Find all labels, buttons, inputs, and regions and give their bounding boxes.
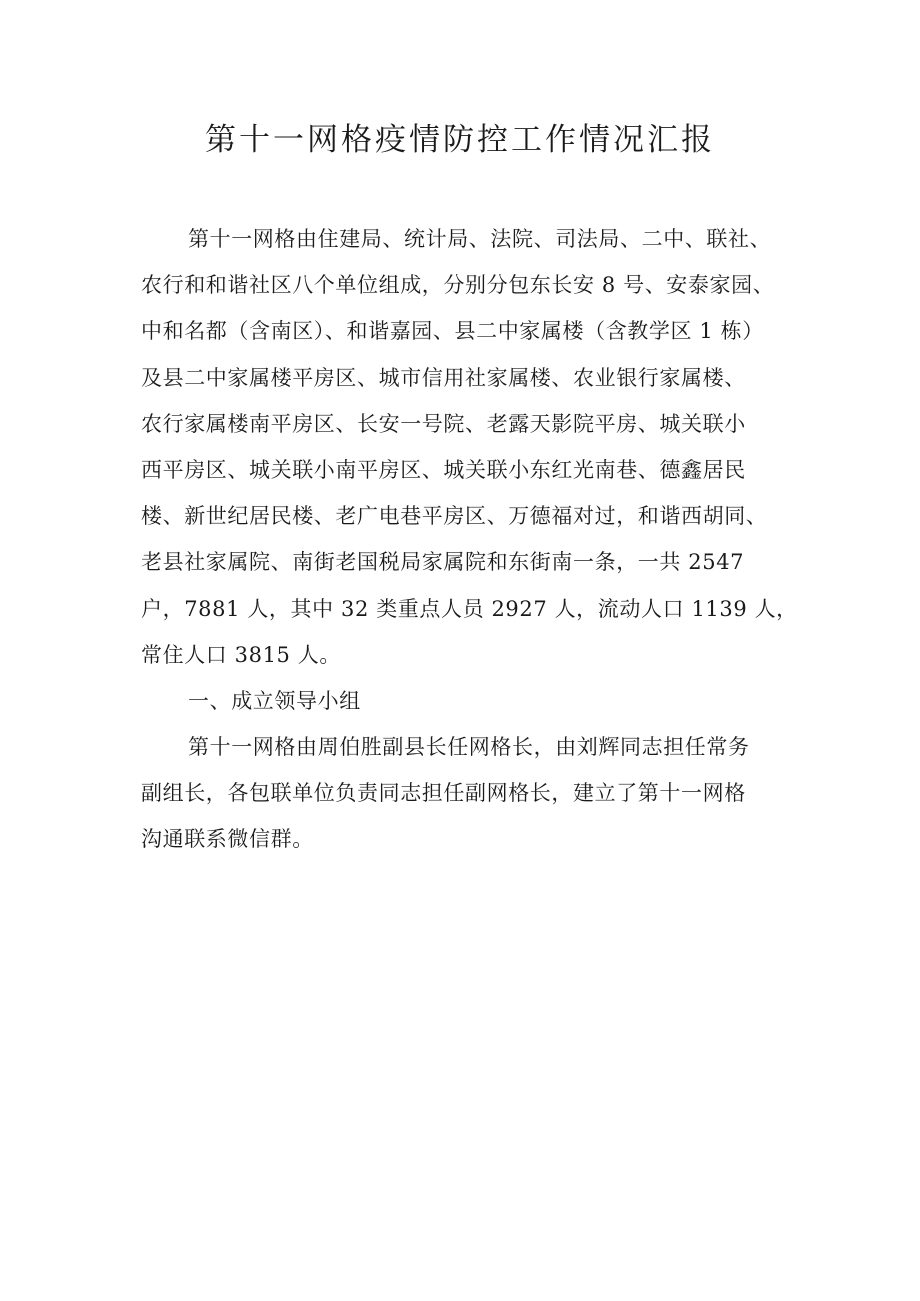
paragraph-line: 副组长，各包联单位负责同志担任副网格长，建立了第十一网格 xyxy=(141,781,746,806)
paragraph-line: 及县二中家属楼平房区、城市信用社家属楼、农业银行家属楼、 xyxy=(141,365,746,390)
paragraph-leadership xyxy=(141,724,801,863)
paragraph-overview xyxy=(141,216,801,678)
paragraph-line: 常住人口 3815 人。 xyxy=(141,642,341,667)
paragraph-line: 户，7881 人，其中 32 类重点人员 2927 人，流动人口 1139 人， xyxy=(141,596,798,621)
paragraph-line: 西平房区、城关联小南平房区、城关联小东红光南巷、德鑫居民 xyxy=(141,457,746,482)
paragraph-line: 楼、新世纪居民楼、老广电巷平房区、万德福对过，和谐西胡同、 xyxy=(141,504,768,529)
document-title: 第十一网格疫情防控工作情况汇报 xyxy=(205,122,715,158)
paragraph-line: 老县社家属院、南街老国税局家属院和东街南一条，一共 2547 xyxy=(141,550,745,575)
paragraph-line: 农行和和谐社区八个单位组成，分别分包东长安 8 号、安泰家园、 xyxy=(141,273,775,298)
document-body xyxy=(141,216,801,863)
paragraph-line: 第十一网格由住建局、统计局、法院、司法局、二中、联社、 xyxy=(188,227,772,251)
paragraph-line: 农行家属楼南平房区、长安一号院、老露天影院平房、城关联小 xyxy=(141,411,746,436)
paragraph-line: 第十一网格由周伯胜副县长任网格长，由刘辉同志担任常务 xyxy=(188,735,750,760)
paragraph-line: 沟通联系微信群。 xyxy=(141,827,314,852)
paragraph-line: 中和名都（含南区）、和谐嘉园、县二中家属楼（含教学区 1 栋） xyxy=(141,319,764,344)
section-heading: 一、成立领导小组 xyxy=(188,688,361,713)
